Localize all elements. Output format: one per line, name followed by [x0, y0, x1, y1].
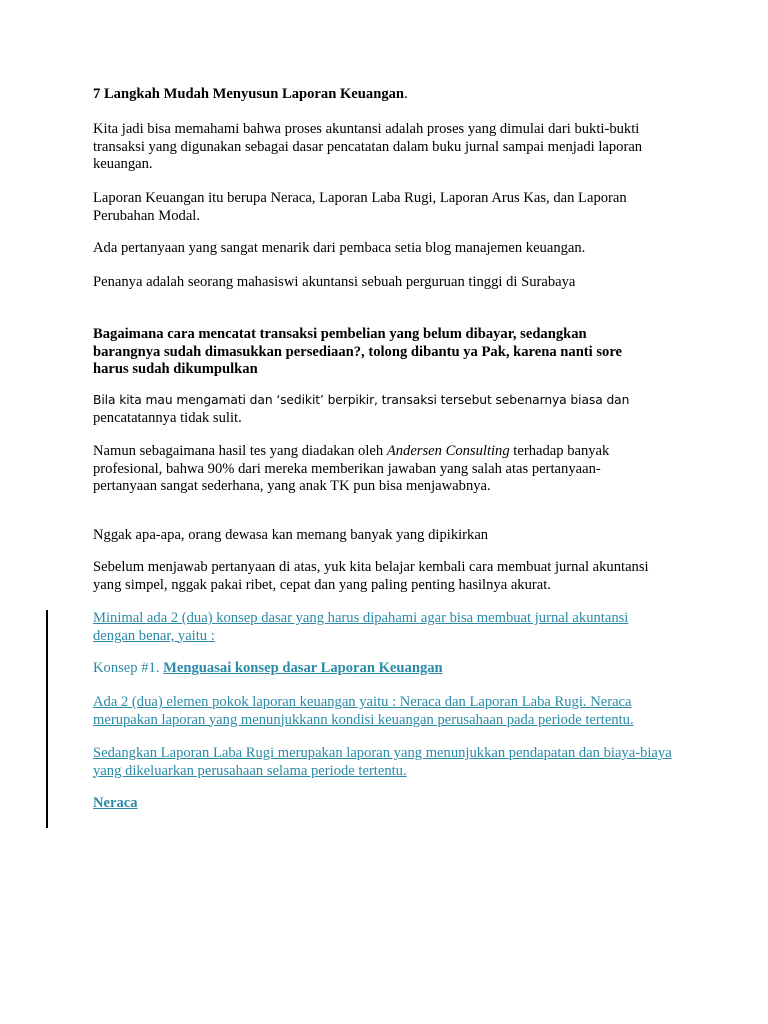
- paragraph-report-types: Laporan Keuangan itu berupa Neraca, Laporan Laba Rugi, Laporan Arus Kas, dan Laporan Perubahan Modal.: [93, 190, 627, 224]
- observation-serif-text: pencatatannya tidak sulit.: [93, 409, 242, 426]
- andersen-text-before: Namun sebagaimana hasil tes yang diadakan oleh: [93, 443, 387, 459]
- question-text: Bagaimana cara mencatat transaksi pembelian yang belum dibayar, sedangkan barangnya sudah dimasukkan persediaan?, tolong dibantu ya Pak, karena nanti sore harus sudah dikumpulkan: [93, 326, 623, 378]
- concept-1-heading[interactable]: Menguasai konsep dasar Laporan Keuangan: [163, 660, 443, 676]
- concept-1-prefix[interactable]: Konsep #1.: [93, 660, 164, 676]
- link-concept-1[interactable]: [93, 660, 693, 678]
- title-period: .: [404, 86, 408, 102]
- link-income-statement[interactable]: [93, 745, 678, 780]
- link-two-concepts-text[interactable]: Minimal ada 2 (dua) konsep dasar yang harus dipahami agar bisa membuat jurnal akuntansi dengan benar, yaitu :: [93, 610, 629, 644]
- paragraph-asker-info: Penanya adalah seorang mahasiswi akuntansi sebuah perguruan tinggi di Surabaya: [93, 274, 576, 290]
- link-report-elements-text[interactable]: Ada 2 (dua) elemen pokok laporan keuangan yaitu : Neraca dan Laporan Laba Rugi. Neraca merupakan laporan yang menunjukkann kondisi keuangan perusahaan pada periode tertentu.: [93, 694, 634, 728]
- andersen-consulting-name: Andersen Consulting: [386, 443, 510, 459]
- link-neraca-text[interactable]: Neraca: [93, 795, 138, 811]
- title-text: 7 Langkah Mudah Menyusun Laporan Keuangan: [93, 86, 405, 102]
- andersen-text-after: terhadap banyak profesional, bahwa 90% dari mereka memberikan jawaban yang salah atas pertanyaan-pertanyaan sangat sederhana, yang anak TK pun bisa menjawabnya.: [93, 443, 610, 495]
- paragraph-observation: [93, 392, 693, 427]
- link-two-concepts[interactable]: [93, 610, 673, 645]
- link-report-elements[interactable]: [93, 694, 673, 729]
- paragraph-adults: Nggak apa-apa, orang dewasa kan memang banyak yang dipikirkan: [93, 527, 489, 543]
- paragraph-reader-question-intro: Ada pertanyaan yang sangat menarik dari pembaca setia blog manajemen keuangan.: [93, 240, 586, 256]
- paragraph-before-answering: Sebelum menjawab pertanyaan di atas, yuk kita belajar kembali cara membuat jurnal akuntansi yang simpel, nggak pakai ribet, cepat dan yang paling penting hasilnya akurat.: [93, 559, 649, 593]
- paragraph-andersen-test: [93, 443, 663, 496]
- link-neraca[interactable]: [93, 795, 693, 813]
- change-bar: [46, 610, 48, 828]
- paragraph-accounting-process: Kita jadi bisa memahami bahwa proses akuntansi adalah proses yang dimulai dari bukti-bukti transaksi yang digunakan sebagai dasar pencatatan dalam buku jurnal sampai menjadi laporan keuangan.: [93, 121, 643, 173]
- document-title: [93, 86, 693, 104]
- link-income-statement-text[interactable]: Sedangkan Laporan Laba Rugi merupakan laporan yang menunjukkan pendapatan dan biaya-biaya yang dikeluarkan perusahaan selama periode tertentu.: [93, 745, 672, 779]
- observation-sans-text: Bila kita mau mengamati dan ‘sedikit’ berpikir, transaksi tersebut sebenarnya biasa dan: [93, 393, 630, 407]
